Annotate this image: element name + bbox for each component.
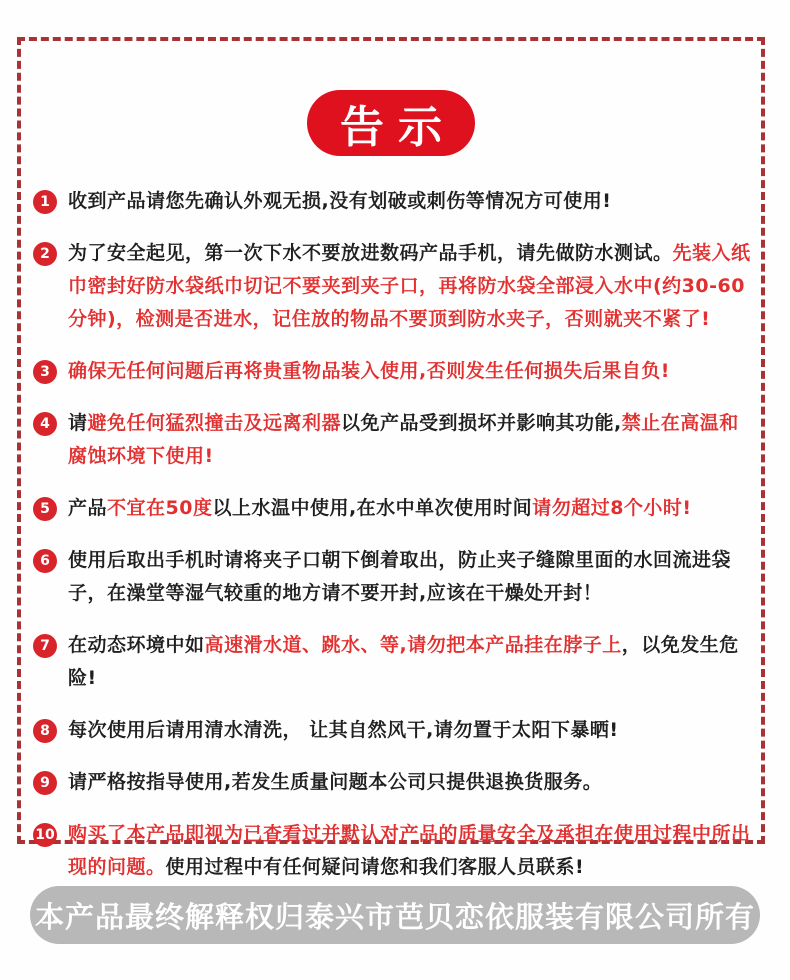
text-segment-black: 在动态环境中如 [68,634,205,656]
text-segment-red: 不宜在50度 [107,497,213,519]
text-segment-red: 购买了本产品即视为已查看过并默认对产品的质量安全及承担在使用过程中所出现的问题。 [68,823,751,878]
notice-item-10 [33,818,753,884]
item-text [68,355,670,388]
item-text [68,407,753,473]
notice-title: 告示 [340,102,456,153]
text-segment-black: 使用过程中有任何疑问请您和我们客服人员联系! [165,856,585,878]
text-segment-red: 确保无任何问题后再将贵重物品装入使用,否则发生任何损失后果自负! [68,360,670,382]
text-segment-black: 请严格按指导使用,若发生质量问题本公司只提供退换货服务。 [68,771,603,793]
item-text [68,185,611,218]
notice-item-3 [33,355,753,388]
item-number-badge: 1 [33,190,57,214]
notice-item-4 [33,407,753,473]
item-number-badge: 10 [33,823,57,847]
item-text [68,544,753,610]
text-segment-black: 每次使用后请用清水清洗， 让其自然风干,请勿置于太阳下暴晒! [68,719,619,741]
text-segment-red: 请勿超过8个小时! [532,497,692,519]
item-number-badge: 4 [33,412,57,436]
text-segment-black: 以上水温中使用,在水中单次使用时间 [212,497,533,519]
item-number-badge: 6 [33,549,57,573]
notice-item-8 [33,714,753,747]
text-segment-red: 先装入纸巾密封好防水袋纸巾切记不要夹到夹子口，再将防水袋全部浸入水中(约30-60分钟)，检测是否进水，记住放的物品不要顶到防水夹子，否则就夹不紧了! [68,242,751,330]
item-number-badge: 2 [33,242,57,266]
item-number-badge: 5 [33,497,57,521]
notice-item-1 [33,185,753,218]
item-text [68,492,692,525]
text-segment-red: 高速滑水道、跳水、等, [204,634,408,656]
text-segment-black: 产品 [68,497,108,519]
notice-item-9 [33,766,753,799]
item-text [68,818,753,884]
text-segment-red: 避免任何猛烈撞击及远离利器 [87,412,342,434]
item-number-badge: 3 [33,360,57,384]
text-segment-black: 使用后取出手机时请将夹子口朝下倒着取出，防止夹子缝隙里面的水回流进袋子，在澡堂等湿气较重的地方请不要开封,应该在干燥处开封！ [68,549,732,604]
text-segment-black: 为了安全起见，第一次下水不要放进数码产品手机，请先做防水测试。 [68,242,673,264]
item-text [68,629,753,695]
item-text [68,714,619,747]
text-segment-black: 以免产品受到损坏并影响其功能, [341,412,622,434]
footer-disclaimer-bar [30,886,760,944]
text-segment-red: 禁止在高温和腐蚀环境下使用! [68,412,739,467]
notice-item-6 [33,544,753,610]
item-text [68,766,602,799]
notice-item-7 [33,629,753,695]
footer-disclaimer-text: 本产品最终解释权归泰兴市芭贝恋依服装有限公司所有 [34,899,755,934]
item-number-badge: 9 [33,771,57,795]
item-text [68,237,753,336]
text-segment-black: ，以免发生危险! [68,634,739,689]
dashed-border-frame [17,37,765,878]
item-number-badge: 7 [33,634,57,658]
text-segment-black: 收到产品请您先确认外观无损,没有划破或刺伤等情况方可使用! [68,190,612,212]
notice-item-5 [33,492,753,525]
text-segment-red: 请勿把本产品挂在脖子上 [407,634,622,656]
notice-item-2 [33,237,753,336]
notice-title-badge [307,90,475,156]
item-number-badge: 8 [33,719,57,743]
notice-list [21,156,761,884]
text-segment-black: 请 [68,412,88,434]
